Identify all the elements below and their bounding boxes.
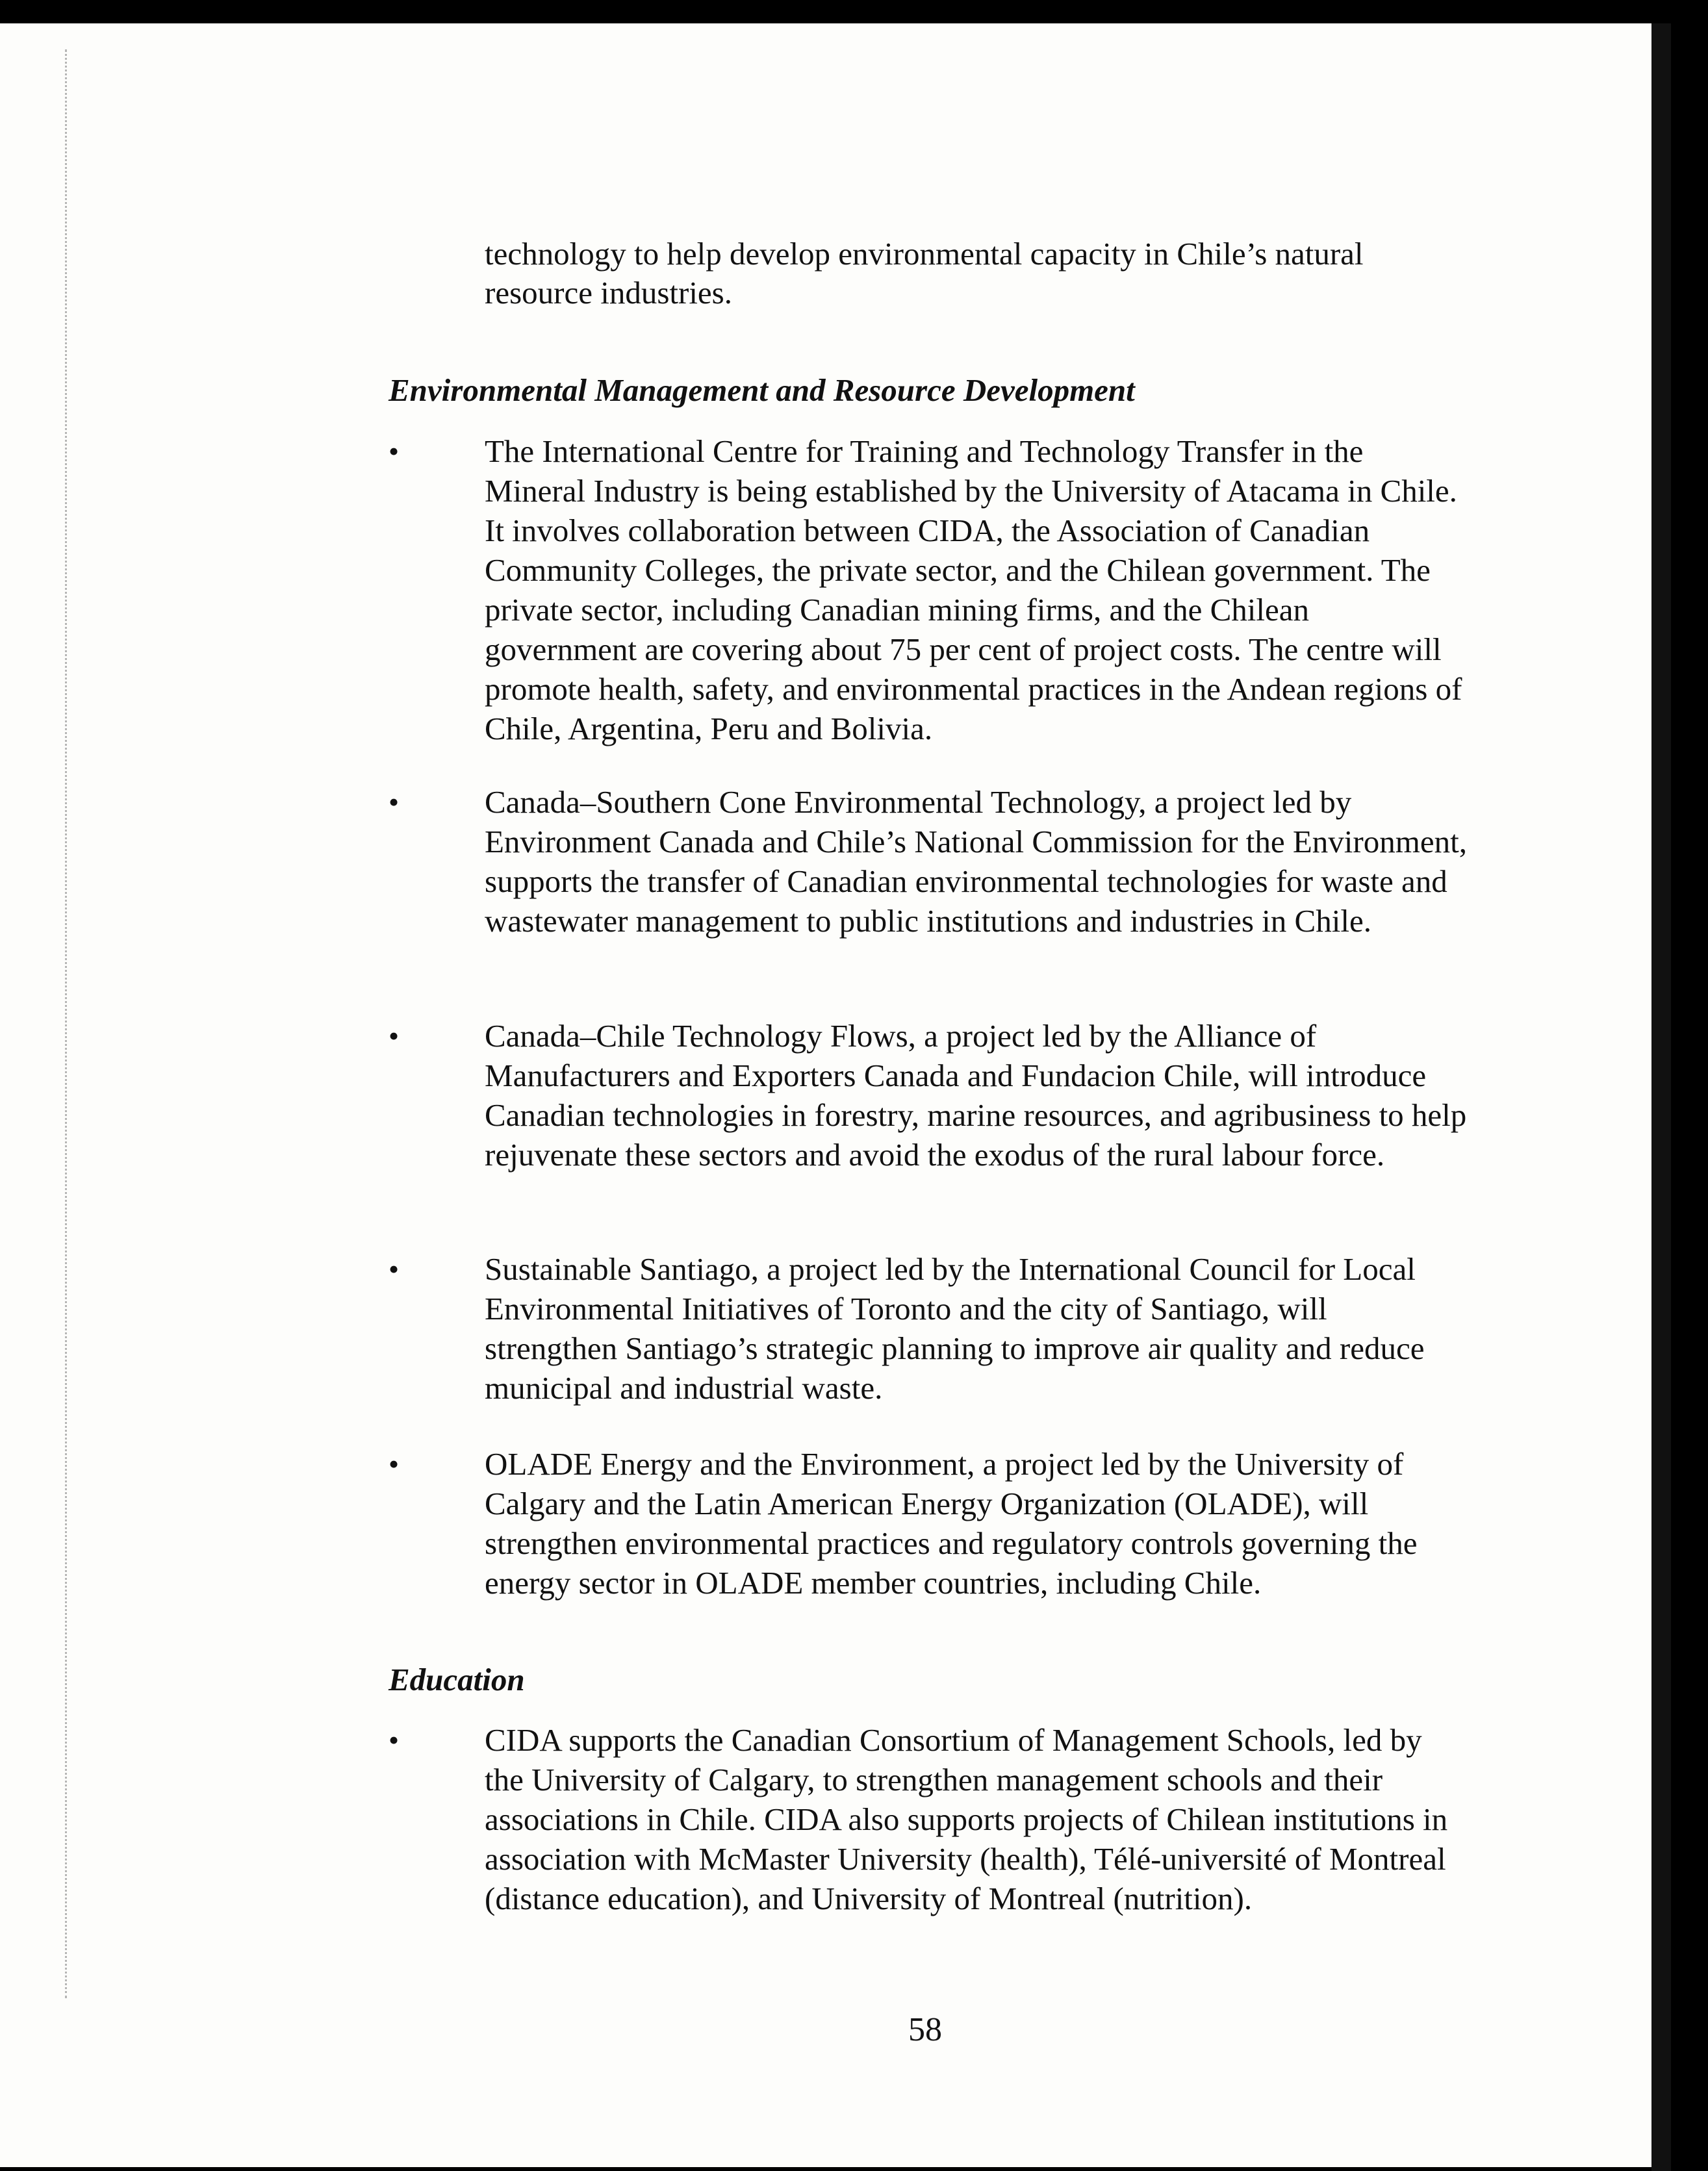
list-item bbox=[389, 1444, 1467, 1603]
list-item-text: CIDA supports the Canadian Consortium of Management Schools, led by the University of Calgary, to strengthen management schools and their associations in Chile. CIDA also supports projects of Chilean institutions in association with McMaster University (health), Télé-université of Montreal (distance education), and University of Montreal (nutrition). bbox=[485, 1722, 1448, 1916]
list-item bbox=[389, 431, 1467, 748]
list-item bbox=[389, 1249, 1467, 1408]
bullet-icon: • bbox=[389, 1019, 400, 1052]
list-item bbox=[389, 782, 1467, 941]
document-page bbox=[0, 23, 1663, 2167]
list-item-text: Sustainable Santiago, a project led by the International Council for Local Environmental Initiatives of Toronto and the city of Santiago, will strengthen Santiago’s strategic planning to improve air quality and reduce municipal and industrial waste. bbox=[485, 1251, 1425, 1406]
list-item-text: Canada–Chile Technology Flows, a project led by the Alliance of Manufacturers and Exporters Canada and Fundacion Chile, will introduce Canadian technologies in forestry, marine resources, and agribusiness to help rejuvenate these sectors and avoid the exodus of the rural labour force. bbox=[485, 1018, 1467, 1173]
list-item bbox=[389, 1720, 1467, 1918]
bullet-icon: • bbox=[389, 1252, 400, 1286]
list-item bbox=[389, 1016, 1467, 1174]
section-heading-education: Education bbox=[389, 1662, 525, 1697]
list-item-text: The International Centre for Training and Technology Transfer in the Mineral Industry is being established by the University of Atacama in Chile. It involves collaboration between CIDA, the Association of Canadian Community Colleges, the private sector, and the Chilean government. The private sector, including Canadian mining firms, and the Chilean government are covering about 75 per cent of project costs. The centre will promote health, safety, and environmental practices in the Andean regions of Chile, Argentina, Peru and Bolivia. bbox=[485, 433, 1462, 746]
bullet-icon: • bbox=[389, 785, 400, 819]
section-heading-environmental: Environmental Management and Resource Development bbox=[389, 372, 1135, 408]
list-item-text: OLADE Energy and the Environment, a project led by the University of Calgary and the Latin American Energy Organization (OLADE), will strengthen environmental practices and regulatory controls governing the energy sector in OLADE member countries, including Chile. bbox=[485, 1446, 1418, 1601]
page-number: 58 bbox=[908, 2011, 942, 2048]
continuation-paragraph: technology to help develop environmental capacity in Chile’s natural resource industries. bbox=[485, 236, 1364, 311]
bullet-icon: • bbox=[389, 1723, 400, 1757]
bullet-icon: • bbox=[389, 435, 400, 468]
page-edge bbox=[1651, 23, 1671, 2171]
list-item-text: Canada–Southern Cone Environmental Technology, a project led by Environment Canada and Chile’s National Commission for the Environment, supports the transfer of Canadian environmental technologies for waste and wastewater management to public institutions and industries in Chile. bbox=[485, 784, 1467, 939]
bullet-icon: • bbox=[389, 1447, 400, 1480]
scan-margin-marks bbox=[65, 49, 106, 1998]
